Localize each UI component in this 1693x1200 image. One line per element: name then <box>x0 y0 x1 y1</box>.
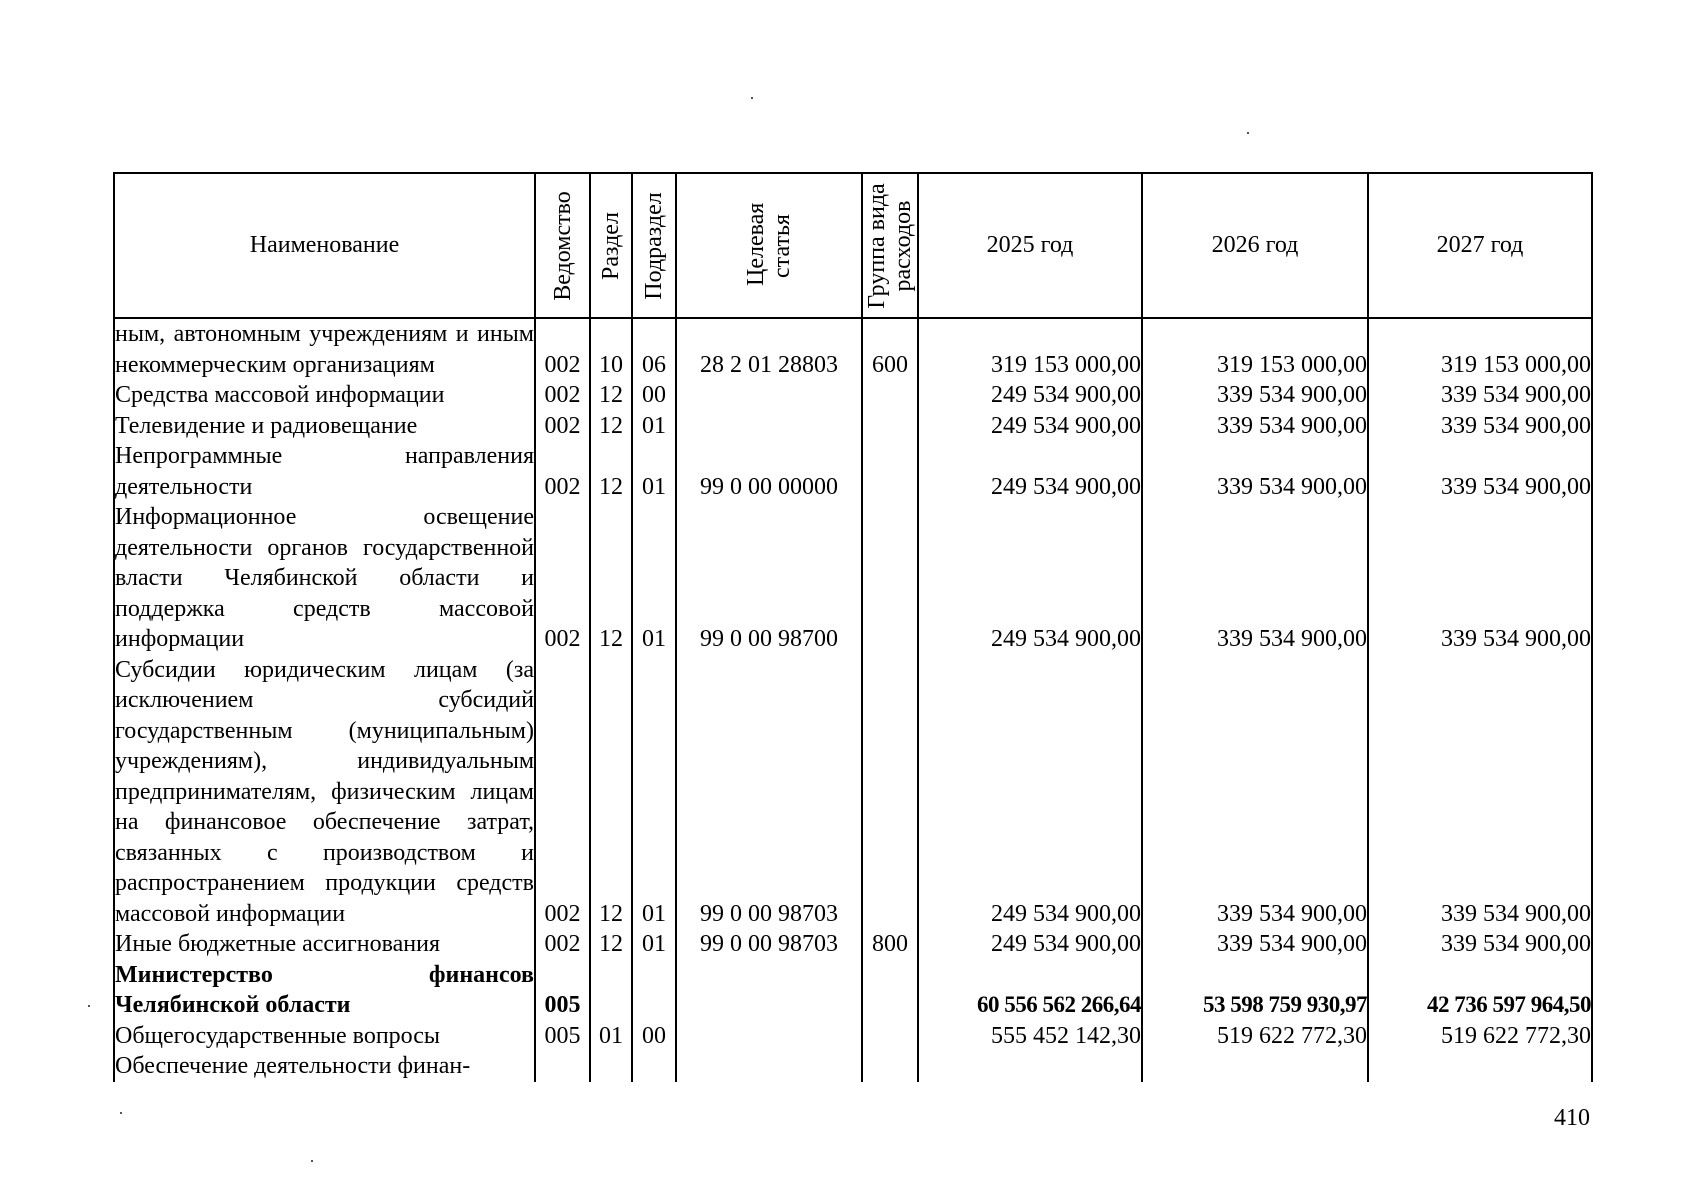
cell-vedomstvo: 005 <box>535 1021 590 1052</box>
cell-name: Средства массовой информации <box>114 380 535 411</box>
table-row <box>114 380 1592 411</box>
cell-razdel <box>590 960 632 1021</box>
cell-2025: 60 556 562 266,64 <box>918 960 1142 1021</box>
cell-name: Непрограммные направления деятельности <box>114 441 535 502</box>
cell-2027: 339 534 900,00 <box>1368 411 1592 442</box>
header-razdel-label: Раздел <box>598 211 624 280</box>
cell-vedomstvo: 002 <box>535 318 590 380</box>
header-celevaya-statya <box>676 173 862 318</box>
cell-name: Телевидение и радиовещание <box>114 411 535 442</box>
header-razdel <box>590 173 632 318</box>
header-gruppa-vida-rashodov <box>862 173 918 318</box>
header-name: Наименование <box>114 173 535 318</box>
cell-razdel: 12 <box>590 929 632 960</box>
budget-table <box>113 172 1593 1082</box>
header-celevaya-statya-label: Целевая статья <box>743 202 795 286</box>
cell-celevaya-statya: 99 0 00 98703 <box>676 655 862 930</box>
cell-2025: 249 534 900,00 <box>918 655 1142 930</box>
cell-2027 <box>1368 1051 1592 1082</box>
cell-2025: 249 534 900,00 <box>918 441 1142 502</box>
scan-speck <box>311 1160 313 1162</box>
cell-2027: 319 153 000,00 <box>1368 318 1592 380</box>
cell-gruppa-vida <box>862 411 918 442</box>
cell-2027: 519 622 772,30 <box>1368 1021 1592 1052</box>
cell-2026 <box>1142 1051 1368 1082</box>
cell-gruppa-vida <box>862 380 918 411</box>
cell-2027: 339 534 900,00 <box>1368 441 1592 502</box>
cell-celevaya-statya <box>676 960 862 1021</box>
cell-vedomstvo: 002 <box>535 929 590 960</box>
cell-vedomstvo: 005 <box>535 960 590 1021</box>
cell-podrazdel: 00 <box>632 380 676 411</box>
cell-celevaya-statya <box>676 411 862 442</box>
cell-2026: 339 534 900,00 <box>1142 380 1368 411</box>
table-header-row <box>114 173 1592 318</box>
cell-2026: 319 153 000,00 <box>1142 318 1368 380</box>
cell-gruppa-vida: 800 <box>862 929 918 960</box>
scan-speck <box>1247 132 1249 134</box>
header-2026: 2026 год <box>1142 173 1368 318</box>
cell-razdel: 10 <box>590 318 632 380</box>
scan-speck <box>751 97 753 99</box>
cell-2025 <box>918 1051 1142 1082</box>
header-2027: 2027 год <box>1368 173 1592 318</box>
cell-podrazdel: 01 <box>632 411 676 442</box>
cell-name: Субсидии юридическим лицам (за исключением субсидий государственным (муниципальным) учреждениям), индивидуальным предпринимателям, физическим лицам на финансовое обеспечение затрат, связанных с производством и распространением продукции средств массовой информации <box>114 655 535 930</box>
cell-2025: 319 153 000,00 <box>918 318 1142 380</box>
cell-gruppa-vida <box>862 441 918 502</box>
cell-2026: 339 534 900,00 <box>1142 411 1368 442</box>
cell-2026: 519 622 772,30 <box>1142 1021 1368 1052</box>
table-row <box>114 655 1592 930</box>
cell-name: Обеспечение деятельности финан- <box>114 1051 535 1082</box>
table-row <box>114 502 1592 655</box>
cell-podrazdel: 01 <box>632 929 676 960</box>
cell-razdel: 12 <box>590 502 632 655</box>
cell-razdel: 01 <box>590 1021 632 1052</box>
cell-vedomstvo: 002 <box>535 502 590 655</box>
cell-2026: 339 534 900,00 <box>1142 441 1368 502</box>
header-gruppa-vida-rashodov-label: Группа вида расходов <box>864 182 916 309</box>
cell-2027: 339 534 900,00 <box>1368 502 1592 655</box>
cell-podrazdel: 01 <box>632 655 676 930</box>
cell-2026: 53 598 759 930,97 <box>1142 960 1368 1021</box>
cell-2025: 249 534 900,00 <box>918 380 1142 411</box>
cell-2027: 339 534 900,00 <box>1368 655 1592 930</box>
cell-vedomstvo: 002 <box>535 655 590 930</box>
table-row <box>114 929 1592 960</box>
table-row <box>114 411 1592 442</box>
cell-celevaya-statya: 99 0 00 98700 <box>676 502 862 655</box>
cell-podrazdel: 06 <box>632 318 676 380</box>
header-vedomstvo-label: Ведомство <box>549 190 576 301</box>
table-row <box>114 318 1592 380</box>
cell-gruppa-vida <box>862 502 918 655</box>
scan-speck <box>88 1005 90 1007</box>
cell-podrazdel <box>632 1051 676 1082</box>
cell-2027: 339 534 900,00 <box>1368 929 1592 960</box>
cell-vedomstvo: 002 <box>535 380 590 411</box>
cell-gruppa-vida <box>862 655 918 930</box>
cell-podrazdel <box>632 960 676 1021</box>
header-2025: 2025 год <box>918 173 1142 318</box>
cell-celevaya-statya: 99 0 00 98703 <box>676 929 862 960</box>
cell-gruppa-vida <box>862 1051 918 1082</box>
cell-razdel: 12 <box>590 655 632 930</box>
cell-celevaya-statya <box>676 380 862 411</box>
cell-2025: 249 534 900,00 <box>918 411 1142 442</box>
cell-celevaya-statya: 28 2 01 28803 <box>676 318 862 380</box>
cell-2027: 42 736 597 964,50 <box>1368 960 1592 1021</box>
cell-name: Информационное освещение деятельности органов государственной власти Челябинской области и поддержка средств массовой информации <box>114 502 535 655</box>
cell-celevaya-statya <box>676 1051 862 1082</box>
cell-name: Иные бюджетные ассигнования <box>114 929 535 960</box>
cell-2025: 555 452 142,30 <box>918 1021 1142 1052</box>
cell-2026: 339 534 900,00 <box>1142 655 1368 930</box>
cell-2025: 249 534 900,00 <box>918 502 1142 655</box>
table-row <box>114 1021 1592 1052</box>
cell-vedomstvo: 002 <box>535 411 590 442</box>
cell-name: Министерство финансов Челябинской области <box>114 960 535 1021</box>
cell-razdel: 12 <box>590 441 632 502</box>
cell-vedomstvo <box>535 1051 590 1082</box>
cell-name: ным, автономным учреждениям и иным некоммерческим организациям <box>114 318 535 380</box>
table-body <box>114 318 1592 1082</box>
header-podrazdel <box>632 173 676 318</box>
cell-2025: 249 534 900,00 <box>918 929 1142 960</box>
header-podrazdel-label: Подраздел <box>641 191 667 300</box>
cell-name: Общегосударственные вопросы <box>114 1021 535 1052</box>
cell-gruppa-vida <box>862 1021 918 1052</box>
table-row <box>114 1051 1592 1082</box>
cell-gruppa-vida: 600 <box>862 318 918 380</box>
table-row <box>114 960 1592 1021</box>
table-row <box>114 441 1592 502</box>
cell-podrazdel: 01 <box>632 502 676 655</box>
cell-razdel: 12 <box>590 380 632 411</box>
cell-vedomstvo: 002 <box>535 441 590 502</box>
cell-2026: 339 534 900,00 <box>1142 929 1368 960</box>
cell-gruppa-vida <box>862 960 918 1021</box>
cell-2027: 339 534 900,00 <box>1368 380 1592 411</box>
cell-podrazdel: 00 <box>632 1021 676 1052</box>
page-number: 410 <box>1554 1105 1590 1131</box>
cell-razdel: 12 <box>590 411 632 442</box>
cell-2026: 339 534 900,00 <box>1142 502 1368 655</box>
cell-podrazdel: 01 <box>632 441 676 502</box>
header-vedomstvo <box>535 173 590 318</box>
scan-speck <box>120 1112 122 1114</box>
cell-celevaya-statya: 99 0 00 00000 <box>676 441 862 502</box>
cell-celevaya-statya <box>676 1021 862 1052</box>
cell-razdel <box>590 1051 632 1082</box>
